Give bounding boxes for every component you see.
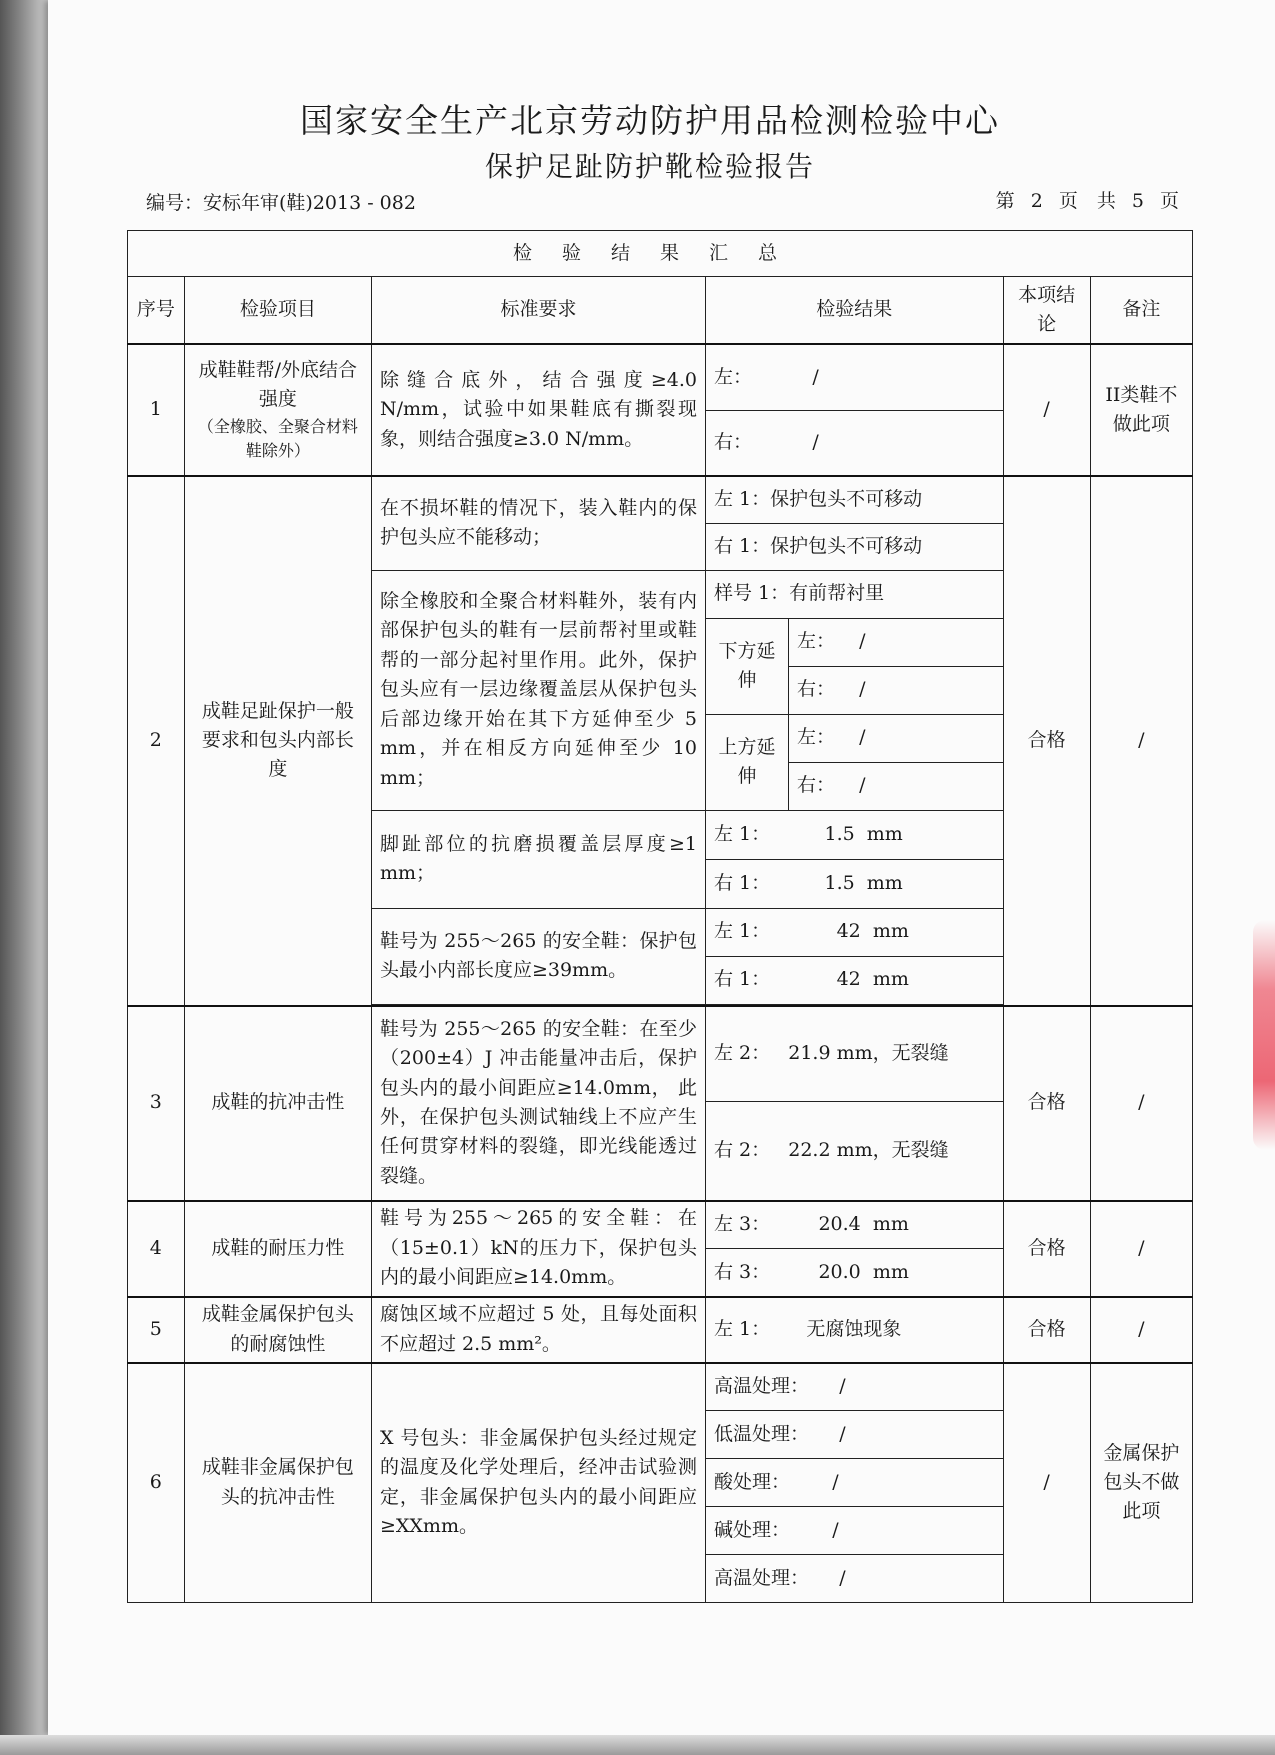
header-result: 检验结果 bbox=[706, 277, 1004, 345]
row-remark: 金属保护包头不做此项 bbox=[1090, 1363, 1192, 1603]
row-standard: 在不损坏鞋的情况下，装入鞋内的保护包头应不能移动； bbox=[371, 476, 705, 570]
result-cell: 左： / bbox=[789, 714, 1004, 762]
red-seal-fragment bbox=[1253, 920, 1275, 1150]
row-item: 成鞋非金属保护包头的抗冲击性 bbox=[184, 1363, 371, 1603]
item-note: （全橡胶、全聚合材料鞋除外） bbox=[197, 416, 358, 461]
header-no: 序号 bbox=[128, 277, 185, 345]
result-cell: 高温处理： / bbox=[706, 1555, 1004, 1603]
page-edge-shadow bbox=[0, 0, 48, 1755]
row-item: 成鞋金属保护包头的耐腐蚀性 bbox=[184, 1297, 371, 1363]
row-no: 5 bbox=[128, 1297, 185, 1363]
row-conclusion: 合格 bbox=[1003, 1297, 1090, 1363]
row-item: 成鞋的抗冲击性 bbox=[184, 1006, 371, 1201]
row-standard: 除缝合底外，结合强度≥4.0 N/mm，试验中如果鞋底有撕裂现象，则结合强度≥3.0 N/mm。 bbox=[371, 344, 705, 476]
row-no: 3 bbox=[128, 1006, 185, 1201]
result-cell: 左 1： 42 mm bbox=[706, 908, 1004, 956]
item-name: 成鞋鞋帮/外底结合强度 bbox=[198, 358, 358, 411]
row-standard: X 号包头：非金属保护包头经过规定的温度及化学处理后，经冲击试验测定，非金属保护包头内的最小间距应≥XXmm。 bbox=[371, 1363, 705, 1603]
result-cell: 酸处理： / bbox=[706, 1459, 1004, 1507]
row-standard: 除全橡胶和全聚合材料鞋外，装有内部保护包头的鞋有一层前帮衬里或鞋帮的一部分起衬里作用。此外，保护包头应有一层边缘覆盖层从保护包头后部边缘开始在其下方延伸至少 5 mm，并在相反方向延伸至少 10 mm； bbox=[371, 570, 705, 810]
result-cell: 左： / bbox=[706, 344, 1004, 410]
result-cell: 碱处理： / bbox=[706, 1507, 1004, 1555]
report-title: 保护足趾防护靴检验报告 bbox=[484, 150, 815, 183]
result-cell: 左 1：保护包头不可移动 bbox=[706, 476, 1004, 523]
row-standard: 鞋号为 255～265 的安全鞋：保护包头最小内部长度应≥39mm。 bbox=[371, 908, 705, 1004]
header-conclusion: 本项结论 bbox=[1003, 277, 1090, 345]
row-no: 6 bbox=[128, 1363, 185, 1603]
row-remark: II类鞋不做此项 bbox=[1090, 344, 1192, 476]
result-cell: 左 1： 无腐蚀现象 bbox=[706, 1297, 1004, 1363]
below-extension-label: 下方延伸 bbox=[706, 618, 789, 714]
row-standard: 脚趾部位的抗磨损覆盖层厚度≥1 mm； bbox=[371, 810, 705, 908]
result-cell: 右： / bbox=[789, 762, 1004, 810]
result-cell: 右 2： 22.2 mm，无裂缝 bbox=[706, 1102, 1004, 1201]
inspection-results-table bbox=[127, 230, 1193, 1603]
row-item: 成鞋的耐压力性 bbox=[184, 1201, 371, 1297]
org-title: 国家安全生产北京劳动防护用品检测检验中心 bbox=[300, 101, 1000, 140]
result-cell: 高温处理： / bbox=[706, 1363, 1004, 1411]
row-conclusion: / bbox=[1003, 1363, 1090, 1603]
row-conclusion: 合格 bbox=[1003, 1201, 1090, 1297]
result-cell: 右 3： 20.0 mm bbox=[706, 1249, 1004, 1297]
row-standard: 鞋号为255～265的安全鞋：在（15±0.1）kN的压力下，保护包头内的最小间距应≥14.0mm。 bbox=[371, 1201, 705, 1297]
result-cell: 左 3： 20.4 mm bbox=[706, 1201, 1004, 1249]
header-item: 检验项目 bbox=[184, 277, 371, 345]
result-cell: 低温处理： / bbox=[706, 1411, 1004, 1459]
result-cell: 右 1： 42 mm bbox=[706, 956, 1004, 1004]
result-cell: 左 2： 21.9 mm，无裂缝 bbox=[706, 1006, 1004, 1102]
row-standard: 腐蚀区域不应超过 5 处，且每处面积不应超过 2.5 mm²。 bbox=[371, 1297, 705, 1363]
result-cell: 右： / bbox=[706, 410, 1004, 476]
row-no: 4 bbox=[128, 1201, 185, 1297]
above-extension-label: 上方延伸 bbox=[706, 714, 789, 810]
row-remark: / bbox=[1090, 1201, 1192, 1297]
row-remark: / bbox=[1090, 1297, 1192, 1363]
row-remark: / bbox=[1090, 1006, 1192, 1201]
row-conclusion: 合格 bbox=[1003, 476, 1090, 1006]
row-remark: / bbox=[1090, 476, 1192, 1006]
row-no: 2 bbox=[128, 476, 185, 1006]
header-standard: 标准要求 bbox=[371, 277, 705, 345]
result-cell: 左 1： 1.5 mm bbox=[706, 810, 1004, 859]
summary-title: 检验结果汇总 bbox=[128, 231, 1193, 277]
result-cell: 右： / bbox=[789, 666, 1004, 714]
result-cell: 右 1：保护包头不可移动 bbox=[706, 523, 1004, 570]
page-indicator: 第 2 页 共 5 页 bbox=[995, 190, 1179, 212]
result-cell: 右 1： 1.5 mm bbox=[706, 859, 1004, 908]
row-standard: 鞋号为 255～265 的安全鞋：在至少（200±4）J 冲击能量冲击后，保护包头内的最小间距应≥14.0mm， 此外，在保护包头测试轴线上不应产生任何贯穿材料的裂缝，即光线能透过裂缝。 bbox=[371, 1006, 705, 1201]
row-no: 1 bbox=[128, 344, 185, 476]
header-remark: 备注 bbox=[1090, 277, 1192, 345]
scan-bottom-edge bbox=[0, 1735, 1275, 1755]
row-item: 成鞋足趾保护一般要求和包头内部长度 bbox=[184, 476, 371, 1006]
document-number: 编号：安标年审(鞋)2013 - 082 bbox=[146, 192, 416, 214]
row-conclusion: 合格 bbox=[1003, 1006, 1090, 1201]
result-cell: 左： / bbox=[789, 618, 1004, 666]
sample-cell: 样号 1：有前帮衬里 bbox=[706, 570, 1004, 618]
row-conclusion: / bbox=[1003, 344, 1090, 476]
row-item bbox=[184, 344, 371, 476]
